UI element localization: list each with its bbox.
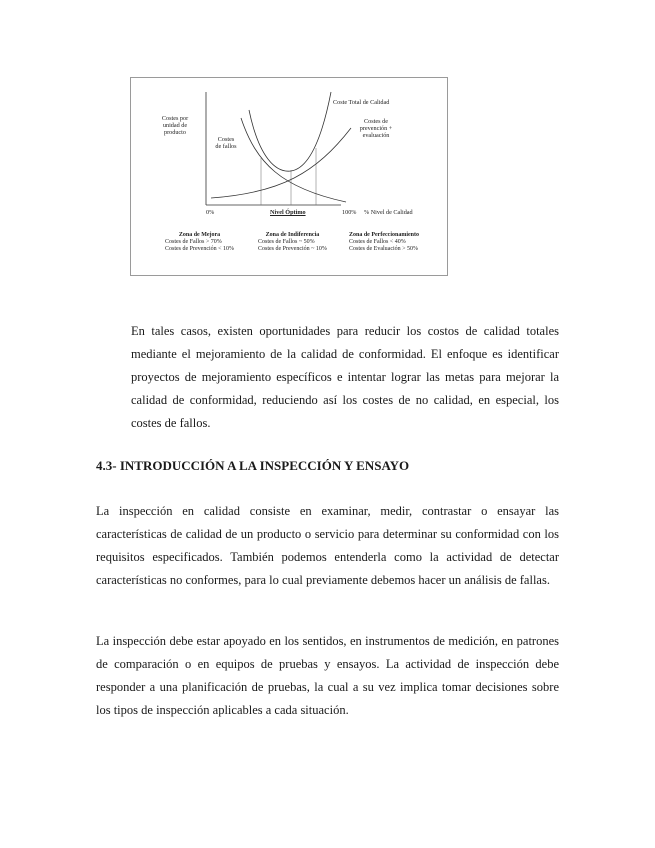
total-cost-label: Coste Total de Calidad	[333, 99, 390, 106]
x-optimum-label: Nivel Óptimo	[270, 209, 306, 216]
total-cost-curve	[249, 92, 331, 171]
x-axis-label: % Nivel de Calidad	[364, 209, 413, 216]
x-end-label: 100%	[342, 209, 357, 216]
paragraph-inspection-support: La inspección debe estar apoyado en los sentidos, en instrumentos de medición, en patrones de comparación o en equipos de pruebas y ensayos. La actividad de inspección debe responder a una planificación de pruebas, la cual a su vez implica tomar decisiones sobre los tipos de inspección aplicables a cada situación.	[96, 634, 559, 717]
failure-costs-curve	[241, 118, 346, 202]
paragraph-costs: En tales casos, existen oportunidades para reducir los costos de calidad totales mediante el mejoramiento de la calidad de conformidad. El enfoque es identificar proyectos de mejoramiento específicos e intentar lograr las metas para mejorar la calidad de conformidad, reduciendo así los costes de no calidad, en especial, los costes de fallos.	[131, 324, 559, 430]
zone-indiferencia: Zona de Indiferencia Costes de Fallos ~ 50% Costes de Prevención ~ 10%	[258, 232, 327, 252]
zone-perfeccionamiento: Zona de Perfeccionamiento Costes de Fallos < 40% Costes de Evaluación > 50%	[349, 232, 419, 252]
x-start-label: 0%	[206, 209, 215, 216]
failure-costs-label: Costes de fallos	[215, 136, 237, 150]
prevention-costs-label: Costes de prevención + evaluación	[359, 118, 393, 139]
y-axis-label: Costes por unidad de producto	[161, 115, 189, 136]
section-heading: 4.3- INTRODUCCIÓN A LA INSPECCIÓN Y ENSAYO	[96, 458, 410, 473]
quality-cost-figure	[130, 77, 448, 276]
paragraph-inspection-definition: La inspección en calidad consiste en examinar, medir, contrastar o ensayar las características de calidad de un producto o servicio para determinar su conformidad con los requisitos especificados. También podemos entenderla como la actividad de detectar características no conformes, para lo cual previamente debemos hacer un análisis de fallas.	[96, 504, 559, 587]
zone-mejora: Zona de Mejora Costes de Fallos > 70% Costes de Prevención < 10%	[165, 232, 235, 252]
